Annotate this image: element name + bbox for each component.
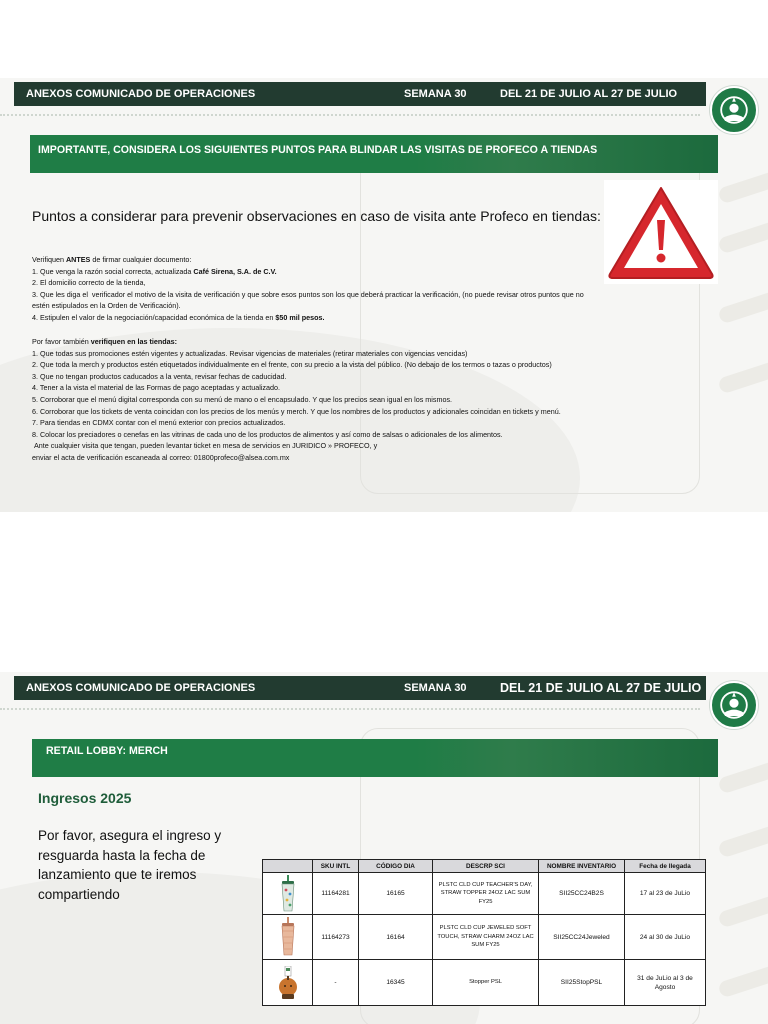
background-stripe — [717, 288, 768, 325]
col-descrp: DESCRP SCI — [433, 860, 539, 873]
col-fecha: Fecha de llegada — [625, 860, 706, 873]
merch-table — [262, 859, 706, 1006]
verification-list — [32, 254, 712, 324]
dotted-divider — [0, 114, 700, 116]
fecha-cell: 17 al 23 de JuLio — [625, 873, 706, 915]
list-item: 7. Para tiendas en CDMX contar con el menú exterior con precios actualizados. — [32, 418, 286, 428]
header-title: ANEXOS COMUNICADO DE OPERACIONES — [26, 682, 256, 694]
list-item: 6. Corroborar que los tickets de venta coincidan con los precios de los menús y merch. Y que los nombres de los productos y adicionales coincidan en tickets y menú. — [32, 406, 561, 416]
table-row — [263, 915, 706, 960]
col-sku: SKU INTL — [313, 860, 359, 873]
list-item: 2. Que toda la merch y productos estén etiquetados individualmente en el frente, con su precio a la vista del público. (No debajo de los termos o tazas o productos) — [32, 360, 552, 370]
list-item: 4. Tener a la vista el material de las Formas de pago aceptadas y actualizado. — [32, 383, 280, 393]
list-item: Por favor también verifiquen en las tiendas: — [32, 337, 178, 346]
list-item: Verifiquen ANTES de firmar cualquier documento: — [32, 255, 192, 264]
instructions-paragraph: Por favor, asegura el ingreso y resguarda hasta la fecha de lanzamiento que te iremos compartiendo — [38, 828, 222, 902]
codigo-cell: 16345 — [359, 960, 433, 1006]
fecha-cell: 24 al 30 de JuLio — [625, 915, 706, 960]
header-dates: DEL 21 DE JULIO AL 27 DE JULIO — [500, 88, 678, 100]
col-image — [263, 860, 313, 873]
nombre-cell: SII25CC24B2S — [539, 873, 625, 915]
fecha-cell: 31 de JuLio al 3 de Agosto — [625, 960, 706, 1006]
codigo-cell: 16164 — [359, 915, 433, 960]
list-item: 1. Que venga la razón social correcta, actualizada Café Sirena, S.A. de C.V. — [32, 266, 277, 276]
list-item: 5. Corroborar que el menú digital corresponda con su menú de mano o el encapsulado. Y que los precios sean igual en los mismos. — [32, 394, 453, 404]
store-check-list — [32, 336, 712, 464]
sku-cell: - — [313, 960, 359, 1006]
list-item: 8. Colocar los preciadores o cenefas en las vitrinas de cada uno de los productos de alimentos y así como de salsas o adicionales de los alimentos. — [32, 429, 503, 439]
table-row — [263, 873, 706, 915]
section-heading: Puntos a considerar para prevenir observaciones en caso de visita ante Profeco en tiendas: — [32, 208, 601, 224]
sku-cell: 11164281 — [313, 873, 359, 915]
banner-text: RETAIL LOBBY: MERCH — [46, 745, 168, 757]
ingresos-heading: Ingresos 2025 — [38, 790, 132, 806]
header-week: SEMANA 30 — [404, 682, 467, 694]
list-item: enviar el acta de verificación escaneada al correo: 01800profeco@alsea.com.mx — [32, 452, 290, 462]
list-item: 3. Que no tengan productos caducados a la venta, revisar fechas de caducidad. — [32, 371, 287, 381]
slide-profeco — [0, 78, 768, 512]
col-nombre: NOMBRE INVENTARIO — [539, 860, 625, 873]
codigo-cell: 16165 — [359, 873, 433, 915]
dotted-divider — [0, 708, 700, 710]
list-item: 4. Estipulen el valor de la negociación/capacidad económica de la tienda en $50 mil pesos. — [32, 312, 325, 322]
header-bar — [14, 82, 706, 106]
background-stripe — [717, 892, 768, 929]
background-stripe — [717, 168, 768, 205]
background-stripe — [717, 358, 768, 395]
stopper-psl-icon — [263, 960, 313, 1006]
header-week: SEMANA 30 — [404, 88, 467, 100]
starbucks-logo-icon — [710, 681, 758, 729]
list-item: 2. El domicilio correcto de la tienda, — [32, 278, 146, 288]
tumbler-jeweled-icon — [263, 915, 313, 960]
header-bar — [14, 676, 706, 700]
list-item: Ante cualquier visita que tengan, pueden levantar ticket en mesa de servicios en JURIDICO » PROFECO, y — [32, 441, 378, 451]
list-item: 1. Que todas sus promociones estén vigentes y actualizadas. Revisar vigencias de materiales (retirar materiales con vigencias vencidas) — [32, 348, 468, 358]
descrp-cell: Stopper PSL — [433, 960, 539, 1006]
header-dates: DEL 21 DE JULIO AL 27 DE JULIO — [500, 681, 702, 695]
background-stripe — [717, 758, 768, 795]
important-banner — [30, 135, 718, 173]
col-codigo: CÓDIGO DIA — [359, 860, 433, 873]
banner-text: IMPORTANTE, CONSIDERA LOS SIGUIENTES PUNTOS PARA BLINDAR LAS VISITAS DE PROFECO A TIENDAS — [38, 144, 598, 156]
background-stripe — [717, 822, 768, 859]
retail-banner — [32, 739, 718, 777]
descrp-cell: PLSTC CLD CUP JEWELED SOFT TOUCH, STRAW CHARM 24OZ LAC SUM FY25 — [433, 915, 539, 960]
sku-cell: 11164273 — [313, 915, 359, 960]
header-title: ANEXOS COMUNICADO DE OPERACIONES — [26, 88, 256, 100]
nombre-cell: SII25CC24Jeweled — [539, 915, 625, 960]
nombre-cell: SII25StopPSL — [539, 960, 625, 1006]
table-row — [263, 960, 706, 1006]
list-item: estén estipulados en la Orden de Verificación). — [32, 301, 181, 311]
tumbler-teacher-icon — [263, 873, 313, 915]
descrp-cell: PLSTC CLD CUP TEACHER'S DAY, STRAW TOPPER 24OZ LAC SUM FY25 — [433, 873, 539, 915]
background-stripe — [717, 218, 768, 255]
starbucks-logo-icon — [710, 86, 758, 134]
table-header-row — [263, 860, 706, 873]
list-item: 3. Que les diga el verificador el motivo de la visita de verificación y que sobre esos puntos son los que deberá practicar la verificación, (no puede revisar otros puntos que no — [32, 289, 584, 299]
slide-merch — [0, 672, 768, 1024]
background-stripe — [717, 962, 768, 999]
